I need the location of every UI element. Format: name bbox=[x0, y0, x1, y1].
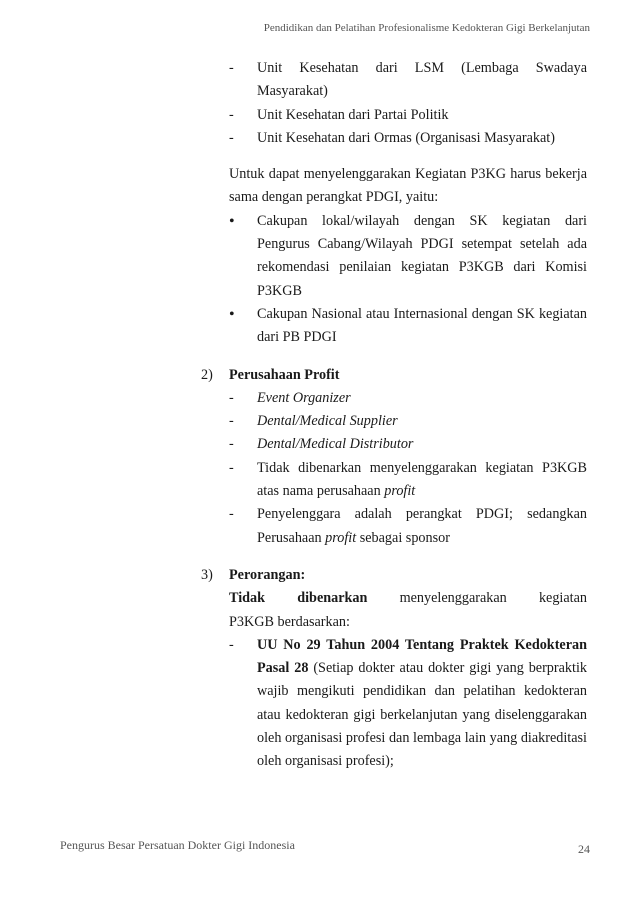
list-item-text: Unit Kesehatan dari LSM (Lembaga Swadaya Masyarakat) bbox=[257, 60, 587, 100]
section-lead-line2: P3KGB berdasarkan: bbox=[229, 613, 350, 630]
list-item bbox=[229, 634, 587, 774]
list-item-text: Unit Kesehatan dari Ormas (Organisasi Masyarakat) bbox=[257, 129, 555, 146]
bullet-item bbox=[229, 210, 587, 303]
section-number: 2) bbox=[201, 366, 213, 383]
dash-marker: - bbox=[229, 436, 234, 453]
list-item-text: sebagai sponsor bbox=[356, 529, 450, 546]
list-item-text: Tidak dibenarkan menyelenggarakan kegiatan P3KGB atas nama perusahaan bbox=[257, 459, 587, 500]
list-item-italic: profit bbox=[384, 483, 416, 500]
list-item bbox=[229, 387, 587, 410]
list-item bbox=[229, 457, 587, 504]
section-lead bbox=[229, 587, 587, 610]
list-item bbox=[229, 433, 587, 456]
bullet-marker: • bbox=[229, 212, 235, 230]
running-header: Pendidikan dan Pelatihan Profesionalisme Kedokteran Gigi Berkelanjutan bbox=[263, 22, 590, 34]
list-item bbox=[229, 57, 587, 104]
page-content bbox=[201, 57, 587, 774]
dash-marker: - bbox=[229, 506, 234, 523]
dash-marker: - bbox=[229, 389, 234, 406]
list-item bbox=[229, 410, 587, 433]
list-item bbox=[229, 127, 587, 150]
bullet-marker: • bbox=[229, 305, 235, 323]
section-3 bbox=[201, 564, 587, 774]
paragraph: Untuk dapat menyelenggarakan Kegiatan P3KG harus bekerja sama dengan perangkat PDGI, yaitu: bbox=[229, 166, 587, 206]
bullet-item bbox=[229, 303, 587, 350]
bullet-text: Cakupan Nasional atau Internasional dengan SK kegiatan dari PB PDGI bbox=[257, 305, 587, 346]
footer-organization: Pengurus Besar Persatuan Dokter Gigi Indonesia bbox=[60, 838, 295, 852]
lead-text: menyelenggarakan kegiatan bbox=[367, 590, 587, 607]
list-item-text: Unit Kesehatan dari Partai Politik bbox=[257, 106, 449, 123]
bullet-text: Cakupan lokal/wilayah dengan SK kegiatan dari Pengurus Cabang/Wilayah PDGI setempat setelah ada rekomendasi penilaian kegiatan P3KGB dari Komisi P3KGB bbox=[257, 212, 587, 299]
dash-marker: - bbox=[229, 413, 234, 430]
dash-marker: - bbox=[229, 636, 234, 653]
section-number: 3) bbox=[201, 566, 213, 583]
section-2 bbox=[201, 364, 587, 550]
page-number: 24 bbox=[578, 842, 590, 856]
list-item-text: Dental/Medical Distributor bbox=[257, 436, 414, 453]
list-item-text: Event Organizer bbox=[257, 389, 351, 406]
dash-marker: - bbox=[229, 106, 234, 123]
law-reference: UU No 29 Tahun 2004 Tentang Praktek Kedokteran Pasal 28 bbox=[257, 636, 587, 677]
list-item-text: Penyelenggara adalah perangkat PDGI; sedangkan Perusahaan bbox=[257, 506, 587, 546]
dash-marker: - bbox=[229, 60, 234, 76]
dash-marker: - bbox=[229, 129, 234, 146]
section-title: Perusahaan Profit bbox=[229, 366, 340, 383]
law-text: (Setiap dokter atau dokter gigi yang berpraktik wajib mengikuti pendidikan dan pelatihan kedokteran atau kedokteran gigi berkelanjutan yang diselenggarakan oleh organisasi profesi dan lembaga lain yang diakreditasi oleh organisasi profesi); bbox=[257, 660, 587, 770]
list-item bbox=[229, 503, 587, 550]
dash-marker: - bbox=[229, 459, 234, 476]
list-item-italic: profit bbox=[325, 529, 357, 546]
list-item-text: Dental/Medical Supplier bbox=[257, 413, 398, 430]
section-title: Perorangan: bbox=[229, 566, 306, 583]
list-item bbox=[229, 104, 587, 127]
lead-bold: Tidak dibenarkan bbox=[229, 590, 368, 607]
